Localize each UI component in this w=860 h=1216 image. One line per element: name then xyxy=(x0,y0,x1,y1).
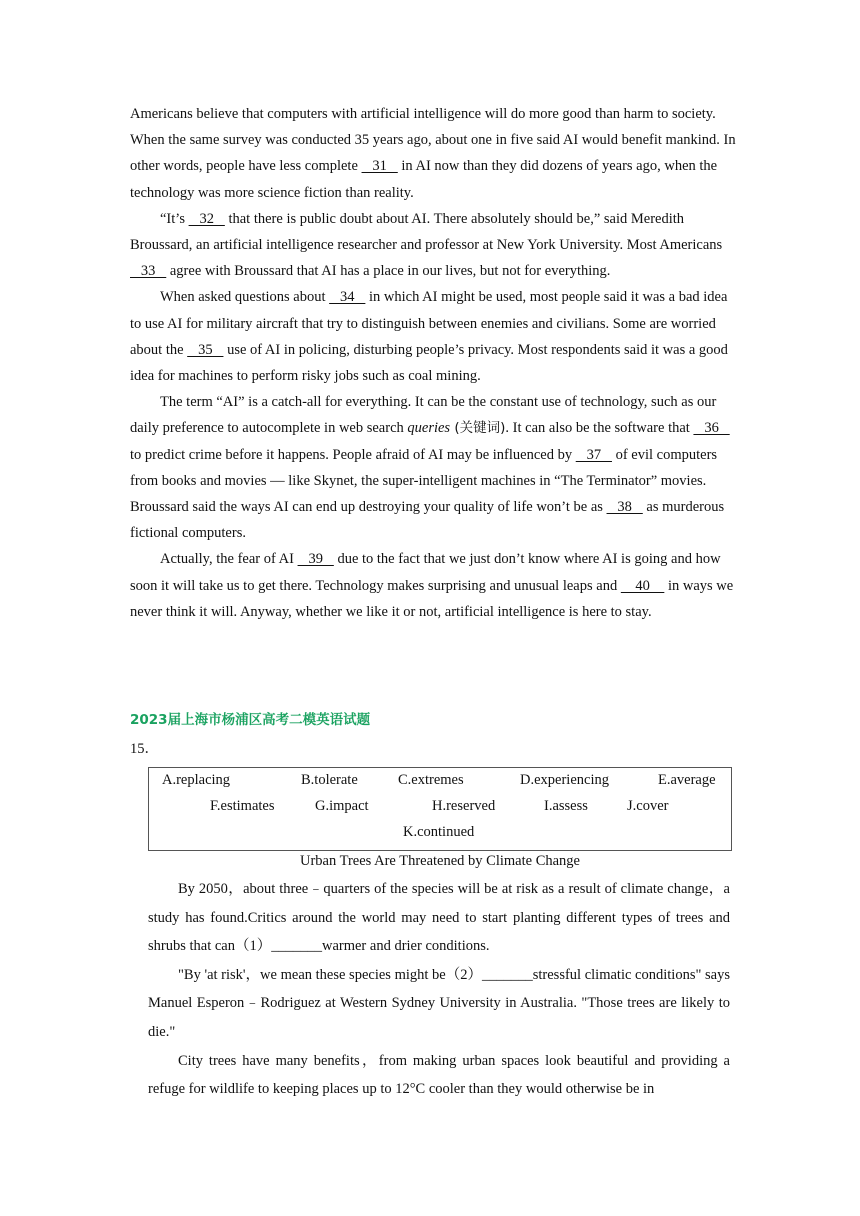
paragraph-text: to predict crime before it happens. People afraid of AI may be influenced by xyxy=(130,446,576,463)
option-g[interactable]: G.impact xyxy=(315,798,369,814)
paragraph-text: use of AI in policing, disturbing people’s privacy. Most respondents said it was a good idea for machines to perform risky jobs such as coal mining. xyxy=(130,341,728,385)
blank-37[interactable]: 37 xyxy=(575,446,612,463)
paragraph-text: agree with Broussard that AI has a place in our lives, but not for everything. xyxy=(166,263,611,280)
paragraph-3 xyxy=(130,284,736,389)
option-a[interactable]: A.replacing xyxy=(162,772,231,788)
paragraph-text: that there is public doubt about AI. There absolutely should be,” said Meredith Broussard, an artificial intelligence researcher and professor at New York University. Most Americans xyxy=(130,210,723,254)
paragraph-text: due to the fact that we just don’t know where AI is going and how soon it will take us to get there. Technology makes surprising and unusual leaps and xyxy=(130,551,721,594)
option-i[interactable]: I.assess xyxy=(544,798,588,814)
paragraph-4 xyxy=(130,389,736,546)
option-j[interactable]: J.cover xyxy=(627,798,669,814)
option-e[interactable]: E.average xyxy=(658,772,716,788)
blank-38[interactable]: 38 xyxy=(606,499,643,516)
option-c[interactable]: C.extremes xyxy=(398,772,464,788)
option-h[interactable]: H.reserved xyxy=(432,798,496,814)
word-bank xyxy=(148,767,732,851)
paragraph-text: stressful climatic conditions" says Manuel Esperon﹣Rodriguez at Western Sydney University in Australia. "Those trees are likely to die." xyxy=(148,966,730,1040)
paragraph-2 xyxy=(148,961,730,1047)
passage-title: Urban Trees Are Threatened by Climate Change xyxy=(300,853,580,869)
paragraph-2 xyxy=(130,206,736,285)
blank-36[interactable]: 36 xyxy=(693,420,730,437)
paragraph-text: Actually, the fear of AI xyxy=(160,551,298,568)
paragraph-text: in which AI might be used, most people said it was a bad idea to use AI for military aircraft that try to distinguish between enemies and civilians. Some are worried about the xyxy=(130,289,728,358)
blank-34[interactable]: 34 xyxy=(329,289,366,306)
paragraph-text: as murderous fictional computers. xyxy=(130,499,725,542)
blank-35[interactable]: 35 xyxy=(187,341,224,358)
paragraph-1 xyxy=(148,875,730,961)
queries-term: queries xyxy=(407,420,451,437)
paragraph-1 xyxy=(130,101,736,206)
section-title: 2023届上海市杨浦区高考二模英语试题 xyxy=(130,712,371,728)
paragraph-text: By 2050，about three﹣quarters of the species will be at risk as a result of climate change，a study has found.Critics around the world may need to start planting different types of trees and shrubs that can（1） xyxy=(148,881,730,955)
paragraph-text: of evil computers from books and movies — like Skynet, the super-intelligent machines in “The Terminator” movies. Broussard said the ways AI can end up destroying your quality of life won’t be as xyxy=(130,446,718,516)
blank-2[interactable]: _______ xyxy=(482,966,533,983)
option-d[interactable]: D.experiencing xyxy=(520,772,609,788)
option-f[interactable]: F.estimates xyxy=(210,798,275,814)
paragraph-text: "By 'at risk'，we mean these species might be（2） xyxy=(178,966,482,983)
question-number: 15． xyxy=(130,741,159,757)
paragraph-text: “It’s xyxy=(160,210,189,227)
blank-39[interactable]: 39 xyxy=(297,551,334,568)
paragraph-text: . It can also be the software that xyxy=(505,420,694,437)
blank-33[interactable]: 33 xyxy=(130,263,167,280)
queries-note: (关键词) xyxy=(450,420,506,437)
paragraph-5 xyxy=(130,546,736,625)
paragraph-text: City trees have many benefits，from making urban spaces look beautiful and providing a refuge for wildlife to keeping places up to 12°C cooler than they would otherwise be in xyxy=(148,1052,730,1098)
passage-ai-survey xyxy=(130,101,736,625)
paragraph-text: in ways we never think it will. Anyway, whether we like it or not, artificial intelligence is here to stay. xyxy=(130,577,734,620)
blank-1[interactable]: _______ xyxy=(271,938,322,955)
paragraph-3 xyxy=(148,1047,730,1104)
blank-31[interactable]: 31 xyxy=(361,158,398,175)
paragraph-text: When asked questions about xyxy=(160,289,330,306)
paragraph-text: The term “AI” is a catch-all for everything. It can be the constant use of technology, such as our daily preference to autocomplete in web search xyxy=(130,394,717,437)
passage-urban-trees xyxy=(148,875,730,1104)
option-b[interactable]: B.tolerate xyxy=(301,772,358,788)
paragraph-text: in AI now than they did dozens of years ago, when the technology was more science fiction than reality. xyxy=(130,158,718,201)
option-k[interactable]: K.continued xyxy=(403,824,475,840)
paragraph-text: Americans believe that computers with artificial intelligence will do more good than harm to society. When the same survey was conducted 35 years ago, about one in five said AI would benefit mankind. In other words, people have less complete xyxy=(130,106,736,175)
blank-40[interactable]: 40 xyxy=(620,577,665,594)
paragraph-text: warmer and drier conditions. xyxy=(321,938,490,955)
blank-32[interactable]: 32 xyxy=(188,210,225,227)
